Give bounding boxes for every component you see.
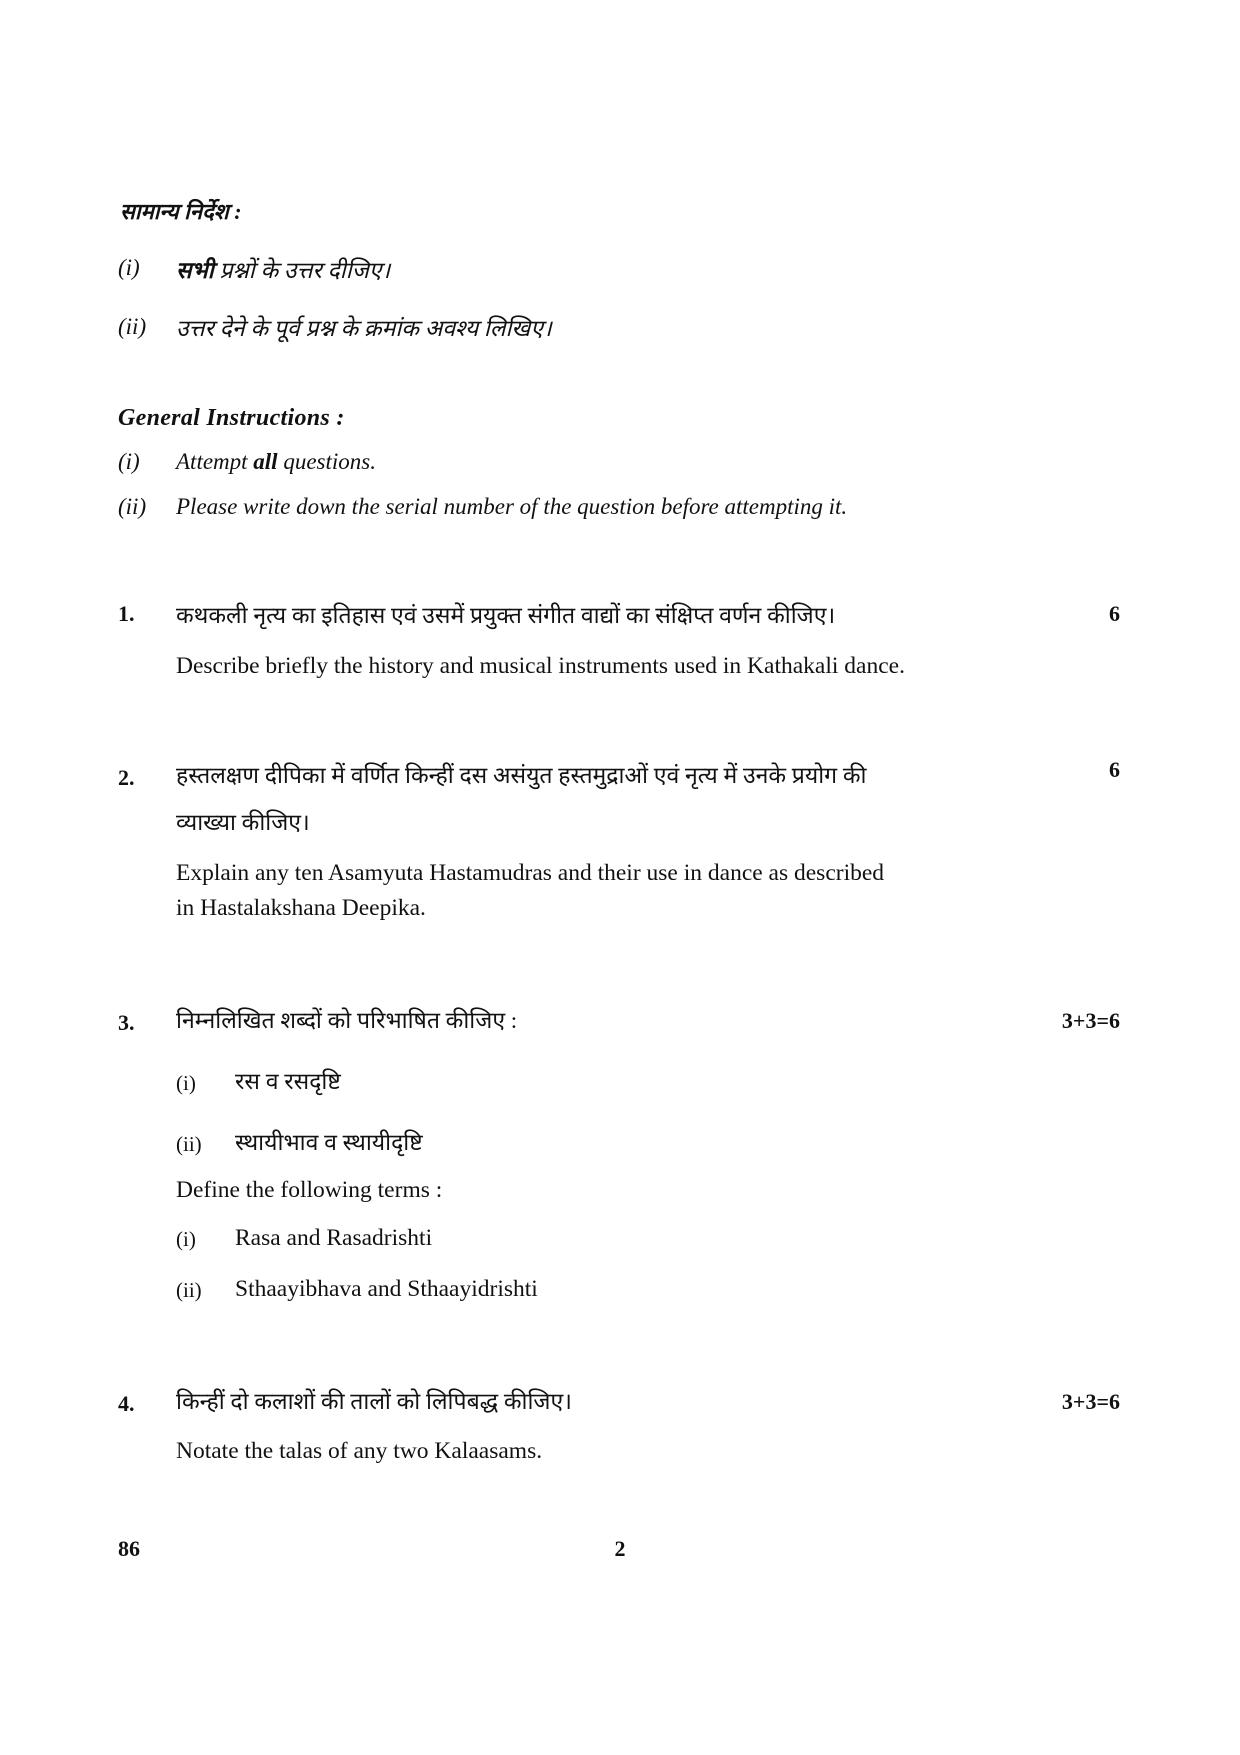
english-instruction-1 [176,449,376,475]
hindi-instructions-heading: सामान्य निर्देश : [120,199,242,224]
question-3-hindi-sub-2: स्थायीभाव व स्थायीदृष्टि [235,1130,423,1155]
question-1-english: Describe briefly the history and musical instruments used in Kathakali dance. [176,653,905,679]
english-instruction-1-after: questions. [277,449,376,474]
sub-item-marker: (ii) [176,1278,202,1302]
hindi-instruction-marker: (ii) [118,314,147,339]
question-marks: 3+3=6 [1061,1008,1120,1033]
question-3-english-sub-2: Sthaayibhava and Sthaayidrishti [235,1276,538,1302]
hindi-instruction-marker: (i) [118,255,140,280]
english-instruction-marker: (ii) [118,494,147,519]
page-number: 2 [614,1536,626,1561]
question-marks: 6 [1109,757,1120,782]
paper-code: 86 [118,1536,140,1561]
hindi-instruction-bold-word: सभी [176,258,214,283]
english-instructions-heading: General Instructions : [118,405,345,431]
question-3-hindi: निम्नलिखित शब्दों को परिभाषित कीजिए : [176,1008,518,1033]
question-3-english-sub-1: Rasa and Rasadrishti [235,1225,433,1251]
question-number: 1. [118,601,135,626]
question-number: 3. [118,1010,135,1035]
hindi-instruction-2: उत्तर देने के पूर्व प्रश्न के क्रमांक अवश्य लिखिए। [176,316,552,341]
question-number: 4. [118,1391,135,1416]
hindi-instruction-1-rest: प्रश्नों के उत्तर दीजिए। [213,258,391,283]
sub-item-marker: (i) [176,1227,196,1251]
english-instruction-marker: (i) [118,449,140,474]
question-marks: 3+3=6 [1061,1389,1120,1414]
question-3-hindi-sub-1: रस व रसदृष्टि [235,1069,341,1094]
english-instruction-2: Please write down the serial number of the question before attempting it. [176,494,848,519]
question-2-hindi-line-1: हस्तलक्षण दीपिका में वर्णित किन्हीं दस असंयुत हस्तमुद्राओं एवं नृत्य में उनके प्रयोग की [176,763,867,788]
sub-item-marker: (i) [176,1071,196,1095]
question-4-english: Notate the talas of any two Kalaasams. [176,1438,543,1464]
question-2-hindi-line-2: व्याख्या कीजिए। [176,810,310,835]
question-2-english-line-1: Explain any ten Asamyuta Hastamudras and their use in dance as described [176,860,885,886]
sub-item-marker: (ii) [176,1132,202,1156]
question-3-english: Define the following terms : [176,1177,443,1203]
question-4-hindi: किन्हीं दो कलाशों की तालों को लिपिबद्ध कीजिए। [176,1389,572,1414]
question-1-hindi: कथकली नृत्य का इतिहास एवं उसमें प्रयुक्त संगीत वाद्यों का संक्षिप्त वर्णन कीजिए। [176,603,836,628]
question-2-english-line-2: in Hastalakshana Deepika. [176,895,426,921]
question-number: 2. [118,765,135,790]
english-instruction-1-before: Attempt [176,449,254,474]
english-instruction-bold-word: all [253,449,278,474]
question-marks: 6 [1109,601,1120,626]
hindi-instruction-1 [176,253,390,285]
